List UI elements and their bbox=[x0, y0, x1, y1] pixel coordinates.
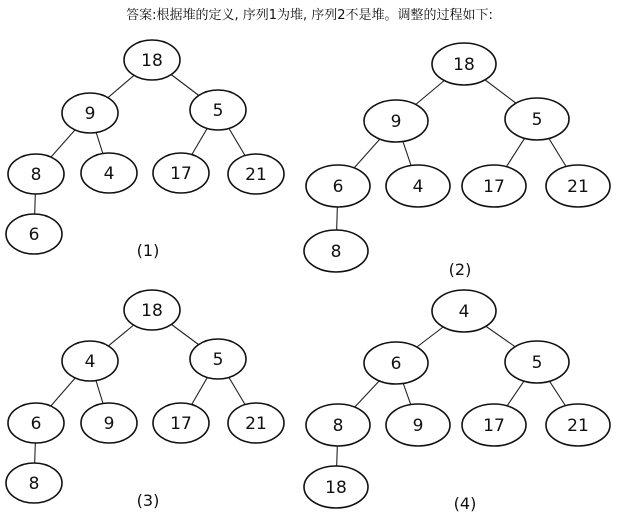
tree-node bbox=[505, 98, 569, 140]
tree-node bbox=[81, 403, 137, 443]
node-label: 18 bbox=[453, 55, 475, 75]
tree-node bbox=[153, 153, 209, 193]
node-label: 21 bbox=[245, 414, 267, 434]
tree-node bbox=[8, 154, 64, 194]
tree-node bbox=[505, 341, 569, 383]
node-label: 18 bbox=[325, 478, 347, 498]
node-label: 21 bbox=[245, 165, 267, 185]
tree-node bbox=[546, 165, 610, 207]
tree-node bbox=[8, 403, 64, 443]
tree-node bbox=[190, 339, 246, 379]
node-label: 5 bbox=[212, 101, 224, 121]
tree-node bbox=[124, 40, 180, 80]
node-label: 4 bbox=[103, 164, 115, 184]
tree-node bbox=[462, 404, 526, 446]
tree-node bbox=[228, 154, 284, 194]
heap-tree-1 bbox=[6, 40, 284, 260]
node-label: 6 bbox=[30, 414, 42, 434]
tree-node bbox=[364, 100, 428, 142]
node-label: 18 bbox=[141, 301, 163, 321]
tree-node bbox=[81, 153, 137, 193]
tree-node bbox=[306, 404, 370, 446]
tree-node bbox=[190, 90, 246, 130]
node-label: 8 bbox=[28, 474, 40, 494]
node-label: 5 bbox=[212, 350, 224, 370]
tree-node bbox=[228, 403, 284, 443]
node-label: 18 bbox=[141, 51, 163, 71]
tree-node bbox=[432, 43, 496, 85]
node-label: 6 bbox=[28, 225, 40, 245]
node-label: 4 bbox=[412, 177, 424, 197]
node-label: 17 bbox=[483, 177, 505, 197]
node-label: 4 bbox=[84, 352, 96, 372]
tree-node bbox=[546, 404, 610, 446]
tree-node bbox=[6, 214, 62, 254]
diagram-caption: (1) bbox=[136, 241, 160, 260]
node-label: 21 bbox=[567, 416, 589, 436]
tree-node bbox=[306, 165, 370, 207]
tree-node bbox=[386, 404, 450, 446]
tree-node bbox=[462, 165, 526, 207]
tree-node bbox=[386, 165, 450, 207]
node-label: 8 bbox=[30, 165, 42, 185]
node-label: 8 bbox=[332, 416, 344, 436]
node-label: 4 bbox=[458, 302, 470, 322]
node-label: 5 bbox=[531, 110, 543, 130]
node-label: 6 bbox=[332, 177, 344, 197]
tree-node bbox=[6, 463, 62, 503]
tree-node bbox=[62, 93, 118, 133]
diagram-caption: (4) bbox=[453, 494, 477, 513]
heap-tree-2 bbox=[304, 43, 610, 279]
node-label: 9 bbox=[390, 112, 402, 132]
tree-node bbox=[304, 466, 368, 508]
tree-node bbox=[124, 290, 180, 330]
heap-tree-3 bbox=[6, 290, 284, 510]
node-label: 21 bbox=[567, 177, 589, 197]
node-label: 6 bbox=[390, 354, 402, 374]
node-label: 5 bbox=[531, 353, 543, 373]
answer-title: 答案:根据堆的定义, 序列1为堆, 序列2不是堆。调整的过程如下: bbox=[126, 8, 493, 23]
node-label: 17 bbox=[170, 164, 192, 184]
node-label: 17 bbox=[483, 416, 505, 436]
diagram-caption: (3) bbox=[136, 491, 160, 510]
tree-node bbox=[432, 290, 496, 332]
tree-node bbox=[304, 230, 368, 272]
heap-tree-4 bbox=[304, 290, 610, 513]
tree-node bbox=[62, 341, 118, 381]
node-label: 8 bbox=[330, 242, 342, 262]
tree-node bbox=[364, 342, 428, 384]
node-label: 17 bbox=[170, 414, 192, 434]
diagram-caption: (2) bbox=[448, 260, 472, 279]
node-label: 9 bbox=[412, 416, 424, 436]
node-label: 9 bbox=[84, 104, 96, 124]
tree-node bbox=[153, 403, 209, 443]
node-label: 9 bbox=[103, 414, 115, 434]
